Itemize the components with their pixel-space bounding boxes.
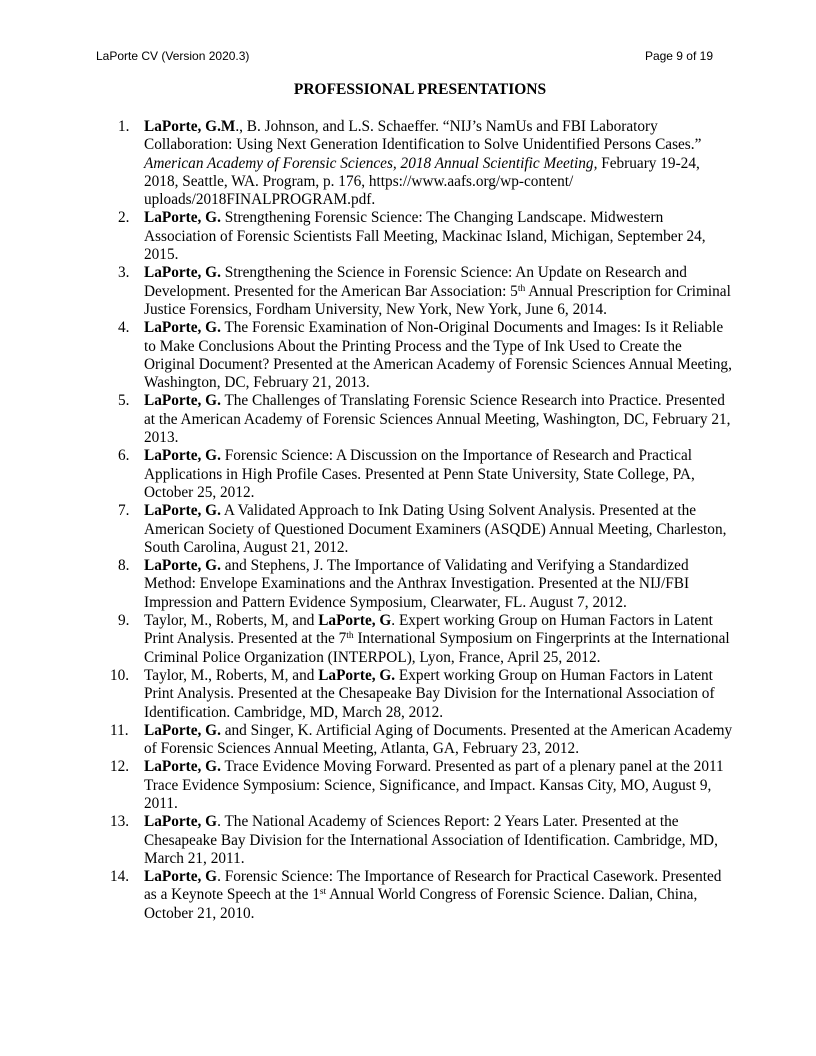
list-item <box>96 722 736 759</box>
list-item <box>96 813 736 868</box>
item-author: LaPorte, G. <box>144 447 221 465</box>
item-ordinal: th <box>346 631 354 642</box>
list-item <box>96 392 736 447</box>
list-item <box>96 557 736 612</box>
item-number: 5. <box>118 392 130 410</box>
section-title: PROFESSIONAL PRESENTATIONS <box>293 81 547 98</box>
item-text-continued: Annual World Congress of Forensic Science. Dalian, China, October 21, 2010. <box>144 886 698 922</box>
item-author: LaPorte, G <box>144 868 218 886</box>
item-author: LaPorte, G. <box>318 666 396 684</box>
list-item <box>96 447 736 502</box>
item-number: 14. <box>110 868 130 886</box>
item-text-continued: February 19-24, 2018, Seattle, WA. Program, p. 176, https://www.aafs.org/wp-content/ uploads/2018FINALPROGRAM.pdf. <box>144 154 700 209</box>
list-item <box>96 118 736 209</box>
cv-version-label: LaPorte CV (Version 2020.3) <box>96 49 250 63</box>
item-text: Strengthening Forensic Science: The Changing Landscape. Midwestern Association of Forensic Scientists Fall Meeting, Mackinac Island, Michigan, September 24, 2015. <box>144 209 706 264</box>
item-text: ., B. Johnson, and L.S. Schaeffer. “NIJ’s NamUs and FBI Laboratory Collaboration: Using Next Generation Identification to Solve Unidentified Persons Cases.” <box>144 118 702 154</box>
item-author: LaPorte, G. <box>144 392 221 410</box>
list-item <box>96 667 736 722</box>
list-item <box>96 612 736 667</box>
item-number: 7. <box>118 502 130 520</box>
item-text: The Forensic Examination of Non-Original Documents and Images: Is it Reliable to Make Conclusions About the Printing Process and the Type of Ink Used to Create the Original Document? Presented at the American Academy of Forensic Sciences Annual Meeting, Washington, DC, February 21, 2013. <box>144 319 732 392</box>
item-text: and Singer, K. Artificial Aging of Documents. Presented at the American Academy of Forensic Sciences Annual Meeting, Atlanta, GA, February 23, 2012. <box>144 721 733 758</box>
item-author: LaPorte, G. <box>144 557 221 575</box>
item-number: 12. <box>110 758 130 776</box>
item-number: 4. <box>118 319 130 337</box>
item-text: A Validated Approach to Ink Dating Using Solvent Analysis. Presented at the American Society of Questioned Document Examiners (ASQDE) Annual Meeting, Charleston, South Carolina, August 21, 2012. <box>144 502 727 556</box>
list-item <box>96 502 736 557</box>
list-item <box>96 264 736 319</box>
item-ordinal: st <box>319 887 327 898</box>
item-text: Forensic Science: A Discussion on the Importance of Research and Practical Applications in High Profile Cases. Presented at Penn State University, State College, PA, October 25, 2012. <box>144 447 695 501</box>
item-ordinal: th <box>517 283 526 294</box>
page-number: Page 9 of 19 <box>644 49 713 63</box>
page-header <box>0 47 816 65</box>
item-author: LaPorte, G <box>144 813 218 831</box>
item-author: LaPorte, G. <box>144 721 221 739</box>
item-text: Expert working Group on Human Factors in Latent Print Analysis. Presented at the Chesapeake Bay Division for the International Association of Identification. Cambridge, MD, March 28, 2012. <box>144 666 715 721</box>
item-number: 3. <box>118 264 130 282</box>
item-number: 6. <box>118 447 130 465</box>
item-author: LaPorte, G.M <box>144 118 236 135</box>
item-text-continued: Annual Prescription for Criminal Justice Forensics, Fordham University, New York, New York, June 6, 2014. <box>144 282 731 318</box>
item-text: . Expert working Group on Human Factors in Latent Print Analysis. Presented at the 7 <box>144 612 713 648</box>
item-number: 9. <box>118 612 130 630</box>
item-author: LaPorte, G. <box>144 758 221 776</box>
item-text: Trace Evidence Moving Forward. Presented as part of a plenary panel at the 2011 Trace Evidence Symposium: Science, Significance, and Impact. Kansas City, MO, August 9, 2011. <box>144 758 724 812</box>
presentations-list <box>96 118 736 923</box>
item-number: 10. <box>110 666 130 684</box>
item-author: LaPorte, G <box>318 612 392 630</box>
item-coauthors: Taylor, M., Roberts, M, and <box>144 612 319 630</box>
item-number: 11. <box>110 721 129 739</box>
list-item <box>96 758 736 813</box>
item-coauthors: Taylor, M., Roberts, M, and <box>144 666 319 684</box>
item-author: LaPorte, G. <box>144 209 221 227</box>
item-number: 13. <box>110 813 130 831</box>
list-item <box>96 209 736 264</box>
item-text-continued: International Symposium on Fingerprints at the International Criminal Police Organization (INTERPOL), Lyon, France, April 25, 2012. <box>144 630 730 666</box>
item-text: Strengthening the Science in Forensic Science: An Update on Research and Development. Presented for the American Bar Association: 5 <box>144 264 687 300</box>
item-author: LaPorte, G. <box>144 319 221 337</box>
item-number: 1. <box>118 118 130 135</box>
item-number: 8. <box>118 557 130 575</box>
item-text: The Challenges of Translating Forensic Science Research into Practice. Presented at the American Academy of Forensic Sciences Annual Meeting, Washington, DC, February 21, 2013. <box>144 392 731 447</box>
item-text: and Stephens, J. The Importance of Validating and Verifying a Standardized Method: Envelope Examinations and the Anthrax Investigation. Presented at the NIJ/FBI Impression and Pattern Evidence Symposium, Clearwater, FL. August 7, 2012. <box>144 557 690 611</box>
item-text: . Forensic Science: The Importance of Research for Practical Casework. Presented as a Keynote Speech at the 1 <box>144 868 722 904</box>
item-text: . The National Academy of Sciences Report: 2 Years Later. Presented at the Chesapeake Bay Division for the International Association of Identification. Cambridge, MD, March 21, 2011. <box>144 813 718 867</box>
item-venue: American Academy of Forensic Sciences, 2018 Annual Scientific Meeting, <box>144 154 598 172</box>
item-number: 2. <box>118 209 130 227</box>
item-author: LaPorte, G. <box>144 502 221 520</box>
list-item <box>96 868 736 923</box>
list-item <box>96 319 736 392</box>
item-author: LaPorte, G. <box>144 264 221 282</box>
